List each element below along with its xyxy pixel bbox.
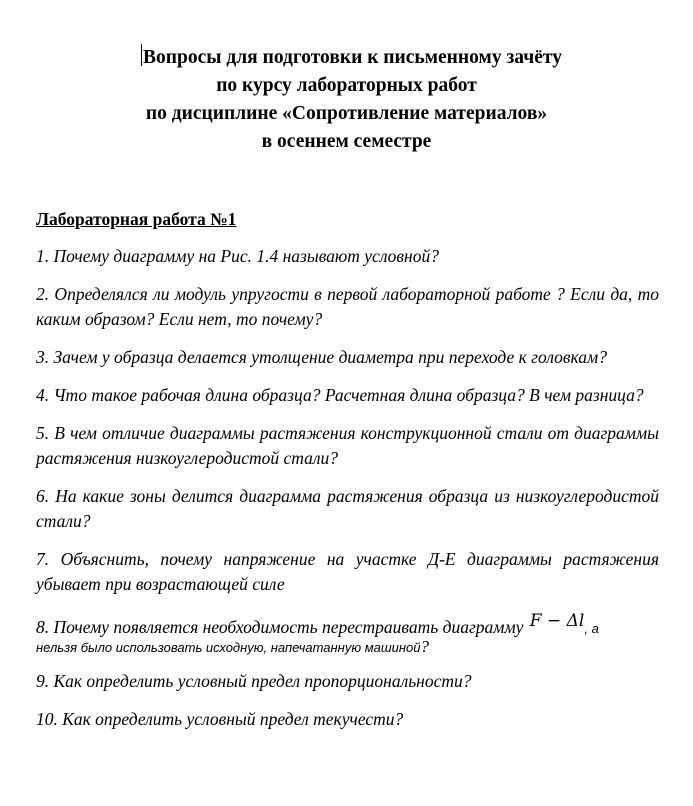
question-3: 3. Зачем у образца делается утолщение диаметра при переходе к головкам? <box>36 347 607 367</box>
document-header <box>0 44 693 156</box>
header-line-4: в осеннем семестре <box>261 131 432 152</box>
header-line-3: по дисциплине «Сопротивление материалов» <box>145 103 548 124</box>
question-8-line-2-text: нельзя было использовать исходную, напечатанную машиной <box>36 640 421 655</box>
question-2: 2. Определялся ли модуль упругости в первой лабораторной работе ? Если да, то каким образом? Если нет, то почему? <box>36 284 659 329</box>
question-8-qmark: ? <box>420 637 430 656</box>
question-8-text: 8. Почему появляется необходимость перестраивать диаграмму <box>36 617 528 637</box>
formula-f-minus-delta-l: F − Δl <box>529 611 585 631</box>
question-list <box>36 244 659 745</box>
question-10: 10. Как определить условный предел текучести? <box>36 709 404 729</box>
question-9: 9. Как определить условный предел пропорциональности? <box>36 671 472 691</box>
question-8-line-2 <box>36 639 659 656</box>
question-5: 5. В чем отличие диаграммы растяжения конструкционной стали от диаграммы растяжения низкоуглеродистой стали? <box>36 423 659 468</box>
question-6: 6. На какие зоны делится диаграмма растяжения образца из низкоуглеродистой стали? <box>36 486 659 531</box>
header-line-1 <box>0 44 693 72</box>
question-4: 4. Что такое рабочая длина образца? Расчетная длина образца? В чем разница? <box>36 385 644 405</box>
header-line-1-text: Вопросы для подготовки к письменному зачёту <box>143 47 562 68</box>
section-title: Лабораторная работа №1 <box>36 209 237 229</box>
question-8 <box>36 611 659 656</box>
question-8-tail: , а <box>584 621 599 636</box>
text-cursor <box>141 44 142 66</box>
question-1: 1. Почему диаграмму на Рис. 1.4 называют условной? <box>36 246 439 266</box>
question-7: 7. Объяснить, почему напряжение на участке Д-Е диаграммы растяжения убывает при возрастающей силе <box>36 549 659 594</box>
header-line-2: по курсу лабораторных работ <box>216 75 477 96</box>
